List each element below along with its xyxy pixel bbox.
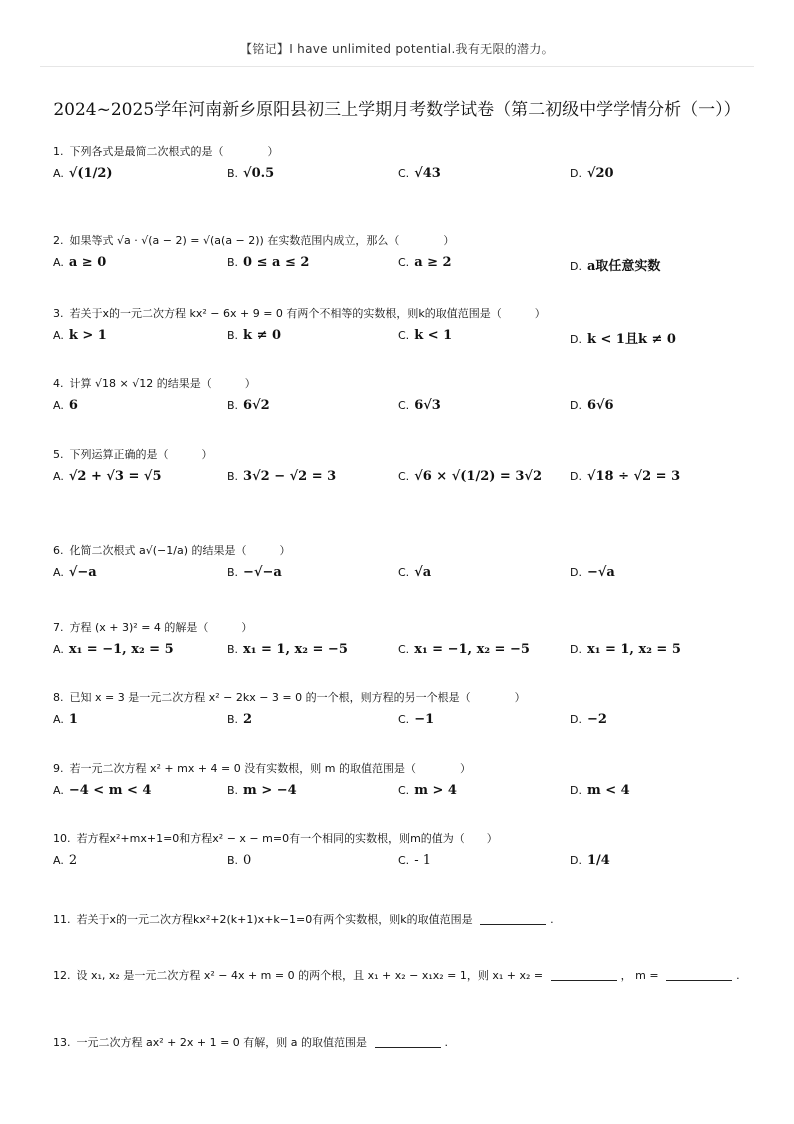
option-b[interactable]: B. 2 xyxy=(227,712,253,727)
question-11: 11. 若关于x的一元二次方程kx²+2(k+1)x+k−1=0有两个实数根，则k的取值范围是 . xyxy=(53,913,554,926)
option-c[interactable]: C. m > 4 xyxy=(398,783,457,798)
option-d[interactable]: D. 1/4 xyxy=(570,853,610,868)
answer-blank[interactable] xyxy=(480,913,546,925)
option-b[interactable]: B. x₁ = 1, x₂ = −5 xyxy=(227,642,348,657)
question-stem: 化简二次根式 a√(−1/a) 的结果是（ ） xyxy=(69,544,291,557)
question-stem: 下列运算正确的是（ ） xyxy=(69,448,213,461)
option-b[interactable]: B. 3√2 − √2 = 3 xyxy=(227,469,337,484)
question-2: 2. 如果等式 √a · √(a − 2) = √(a(a − 2)) 在实数范围内成立，那么（ ） A. a ≥ 0 B. 0 ≤ a ≤ 2 C. a ≥ 2 D. a取任意实数 xyxy=(53,234,661,274)
option-c[interactable]: C. √a xyxy=(398,565,432,580)
question-13: 13. 一元二次方程 ax² + 2x + 1 = 0 有解，则 a 的取值范围是 . xyxy=(53,1036,449,1049)
question-stem: 方程 (x + 3)² = 4 的解是（ ） xyxy=(69,621,253,634)
option-a[interactable]: A. 1 xyxy=(53,712,78,727)
option-c[interactable]: C. √6 × √(1/2) = 3√2 xyxy=(398,469,542,484)
option-c[interactable]: C. k < 1 xyxy=(398,328,453,343)
answer-blank[interactable] xyxy=(375,1036,441,1048)
question-stem: 下列各式是最简二次根式的是（ ） xyxy=(69,145,279,158)
question-5: 5. 下列运算正确的是（ ） A. √2 + √3 = √5 B. 3√2 − √2 = 3 C. √6 × √(1/2) = 3√2 D. √18 ÷ √2 = 3 xyxy=(53,448,681,484)
option-b[interactable]: B. m > −4 xyxy=(227,783,297,798)
option-a[interactable]: A. k > 1 xyxy=(53,328,107,343)
option-a[interactable]: A. 6 xyxy=(53,398,78,413)
question-stem: 设 x₁, x₂ 是一元二次方程 x² − 4x + m = 0 的两个根，且 x₁ + x₂ − x₁x₂ = 1，则 x₁ + x₂ = xyxy=(76,969,544,982)
option-d[interactable]: D. −2 xyxy=(570,712,607,727)
option-c[interactable]: C. −1 xyxy=(398,712,435,727)
option-d[interactable]: D. x₁ = 1, x₂ = 5 xyxy=(570,642,681,657)
question-stem: 一元二次方程 ax² + 2x + 1 = 0 有解，则 a 的取值范围是 xyxy=(76,1036,368,1049)
option-a[interactable]: A. 2 xyxy=(53,853,78,868)
option-c[interactable]: C. √43 xyxy=(398,166,441,181)
question-number: 1. xyxy=(53,145,64,158)
question-stem: 若关于x的一元二次方程kx²+2(k+1)x+k−1=0有两个实数根，则k的取值范围是 xyxy=(76,913,473,926)
question-4: 4. 计算 √18 × √12 的结果是（ ） A. 6 B. 6√2 C. 6√3 D. 6√6 xyxy=(53,377,614,413)
option-d[interactable]: D. a取任意实数 xyxy=(570,259,661,274)
option-d[interactable]: D. k < 1且k ≠ 0 xyxy=(570,332,676,347)
option-d[interactable]: D. −√a xyxy=(570,565,615,580)
header-motto: 【铭记】I have unlimited potential.我有无限的潜力。 xyxy=(240,42,554,56)
option-c[interactable]: C. a ≥ 2 xyxy=(398,255,452,270)
option-a[interactable]: A. −4 < m < 4 xyxy=(53,783,152,798)
option-d[interactable]: D. √18 ÷ √2 = 3 xyxy=(570,469,681,484)
option-a[interactable]: A. √(1/2) xyxy=(53,166,113,181)
question-6: 6. 化简二次根式 a√(−1/a) 的结果是（ ） A. √−a B. −√−a C. √a D. −√a xyxy=(53,544,615,580)
question-10: 10. 若方程x²+mx+1=0和方程x² − x − m=0有一个相同的实数根，则m的值为（ ） A. 2 B. 0 C. - 1 D. 1/4 xyxy=(53,832,610,868)
option-a[interactable]: A. x₁ = −1, x₂ = 5 xyxy=(53,642,174,657)
option-c[interactable]: C. - 1 xyxy=(398,853,431,868)
page-title: 2024~2025学年河南新乡原阳县初三上学期月考数学试卷（第二初级中学学情分析（一）） xyxy=(53,100,741,120)
header-divider xyxy=(40,66,754,67)
question-stem: 若关于x的一元二次方程 kx² − 6x + 9 = 0 有两个不相等的实数根，则k的取值范围是（ ） xyxy=(69,307,546,320)
question-7: 7. 方程 (x + 3)² = 4 的解是（ ） A. x₁ = −1, x₂ = 5 B. x₁ = 1, x₂ = −5 C. x₁ = −1, x₂ = −5 D. x₁ = 1, x₂ = 5 xyxy=(53,621,681,657)
option-d[interactable]: D. 6√6 xyxy=(570,398,614,413)
question-stem: 如果等式 √a · √(a − 2) = √(a(a − 2)) 在实数范围内成立，那么（ ） xyxy=(69,234,455,247)
option-a[interactable]: A. √−a xyxy=(53,565,97,580)
option-b[interactable]: B. √0.5 xyxy=(227,166,275,181)
question-1 xyxy=(53,144,753,200)
option-b[interactable]: B. −√−a xyxy=(227,565,282,580)
option-c[interactable]: C. x₁ = −1, x₂ = −5 xyxy=(398,642,530,657)
question-stem: 已知 x = 3 是一元二次方程 x² − 2kx − 3 = 0 的一个根，则方程的另一个根是（ ） xyxy=(69,691,526,704)
option-b[interactable]: B. 0 ≤ a ≤ 2 xyxy=(227,255,310,270)
question-stem: 计算 √18 × √12 的结果是（ ） xyxy=(69,377,256,390)
option-b[interactable]: B. k ≠ 0 xyxy=(227,328,282,343)
answer-blank-m[interactable] xyxy=(666,969,732,981)
option-c[interactable]: C. 6√3 xyxy=(398,398,441,413)
option-d[interactable]: D. √20 xyxy=(570,166,614,181)
question-stem: 若一元二次方程 x² + mx + 4 = 0 没有实数根，则 m 的取值范围是（ ） xyxy=(69,762,471,775)
option-b[interactable]: B. 0 xyxy=(227,853,252,868)
answer-blank-sum[interactable] xyxy=(551,969,617,981)
question-stem: 若方程x²+mx+1=0和方程x² − x − m=0有一个相同的实数根，则m的值为（ ） xyxy=(76,832,498,845)
option-d[interactable]: D. m < 4 xyxy=(570,783,630,798)
option-b[interactable]: B. 6√2 xyxy=(227,398,270,413)
question-9: 9. 若一元二次方程 x² + mx + 4 = 0 没有实数根，则 m 的取值范围是（ ） A. −4 < m < 4 B. m > −4 C. m > 4 D. m < 4 xyxy=(53,762,630,798)
question-12: 12. 设 x₁, x₂ 是一元二次方程 x² − 4x + m = 0 的两个根，且 x₁ + x₂ − x₁x₂ = 1，则 x₁ + x₂ = ， m = . xyxy=(53,969,740,982)
question-3: 3. 若关于x的一元二次方程 kx² − 6x + 9 = 0 有两个不相等的实数根，则k的取值范围是（ ） A. k > 1 B. k ≠ 0 C. k < 1 D. k < 1且k ≠ 0 xyxy=(53,307,676,347)
question-8: 8. 已知 x = 3 是一元二次方程 x² − 2kx − 3 = 0 的一个根，则方程的另一个根是（ ） A. 1 B. 2 C. −1 D. −2 xyxy=(53,691,607,727)
option-a[interactable]: A. a ≥ 0 xyxy=(53,255,107,270)
option-a[interactable]: A. √2 + √3 = √5 xyxy=(53,469,162,484)
